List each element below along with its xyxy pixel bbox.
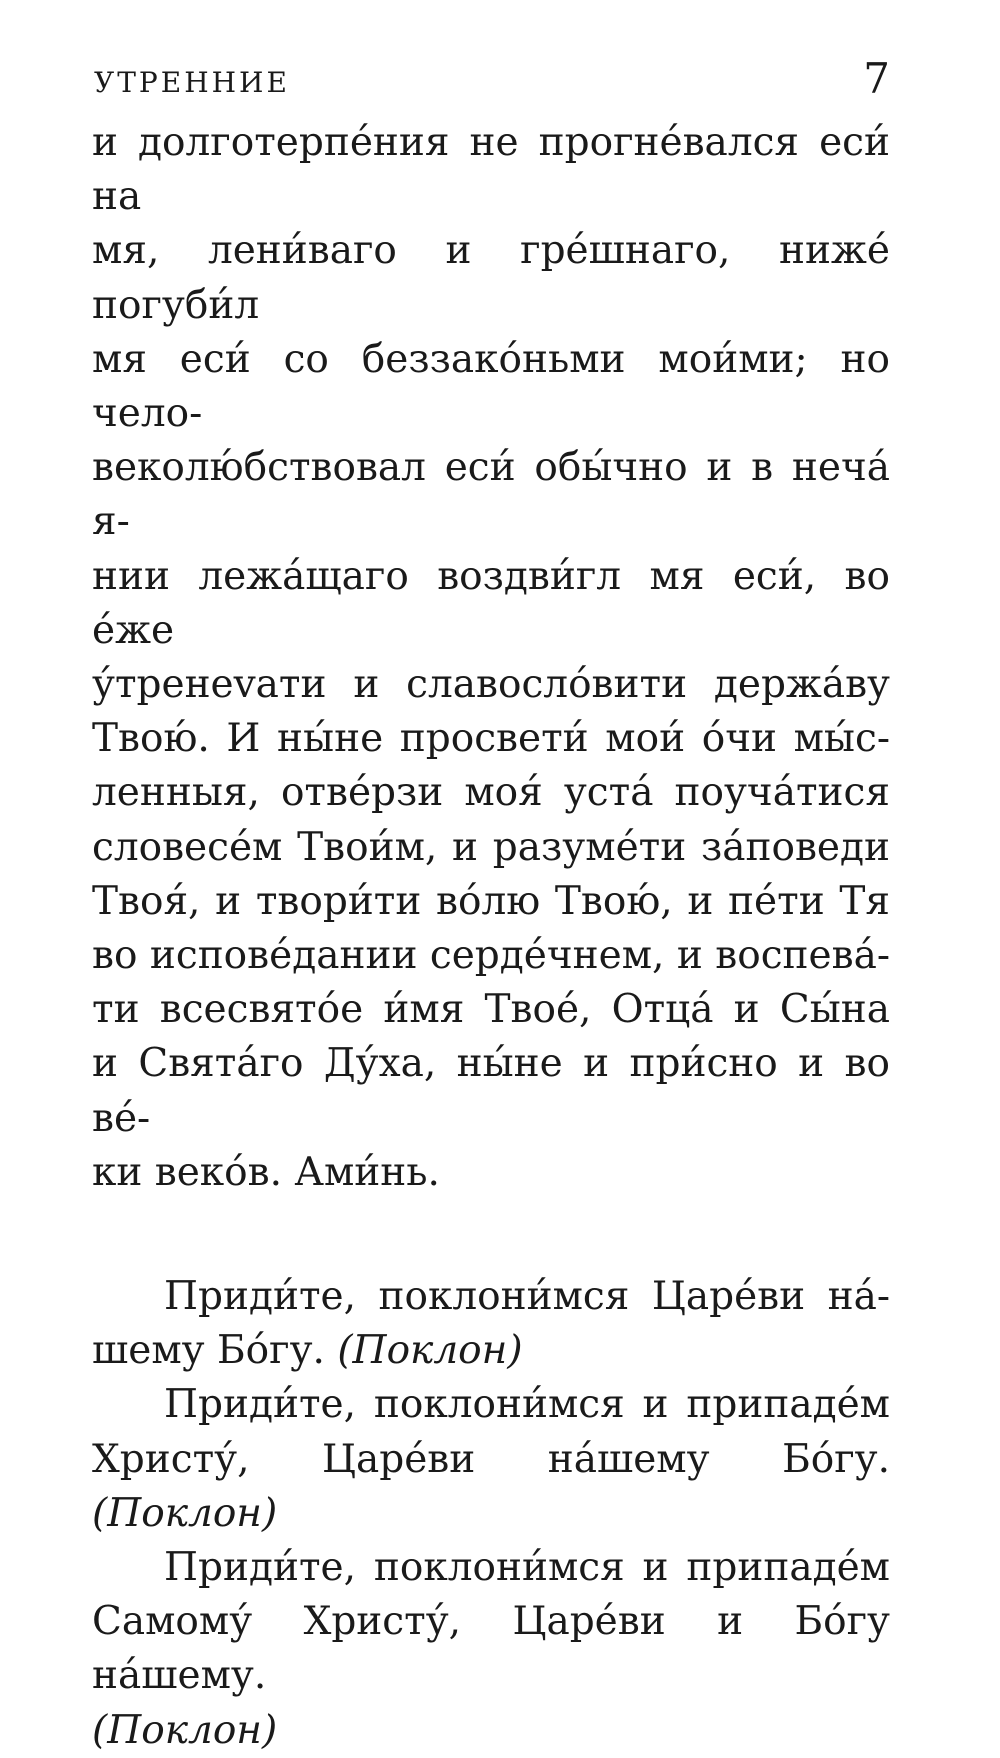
- text-line: словесе́м Твои́м, и разуме́ти за́поведи: [92, 824, 890, 870]
- text-line: ти всесвято́е и́мя Твое́, Отца́ и Сы́на: [92, 987, 890, 1033]
- text-line: Твоя́, и твори́ти во́лю Твою́, и пе́ти Тя: [92, 878, 890, 924]
- invocation-text: Христу́, Царе́ви на́шему Бо́гу.: [92, 1436, 890, 1482]
- page-number: 7: [863, 54, 890, 103]
- text-line: веколю́бствовал еси́ обы́чно и в нечá я-: [92, 445, 890, 545]
- running-header: [92, 56, 890, 116]
- prayer-text: [92, 116, 890, 1200]
- text-line: мя еси́ со беззако́ньми мои́ми; но чело-: [92, 336, 890, 437]
- rubric-poklon: (Поклон): [92, 1490, 278, 1536]
- text-line: ленныя, отве́рзи моя́ уста́ поуча́тися: [92, 770, 890, 816]
- paragraph-gap: [92, 1200, 890, 1270]
- invocation-line: [92, 1324, 890, 1378]
- book-page: [92, 56, 890, 1758]
- invocations-text: [92, 1270, 890, 1758]
- invocation-line: Приди́те, поклони́мся Царе́ви на́-: [164, 1274, 890, 1320]
- text-line: нии лежа́щаго воздви́гл мя еси́, во е́же: [92, 553, 890, 653]
- text-line: у́тренevати и славосло́вити держа́ву: [92, 662, 890, 708]
- text-line: ки веко́в. Ами́нь.: [92, 1149, 440, 1195]
- text-line: мя, лени́ваго и гре́шнаго, ниже́ погуби́л: [92, 228, 890, 328]
- text-line: во испове́дании серде́чнем, и воспева́-: [92, 933, 890, 979]
- invocation-line: Приди́те, поклони́мся и припаде́м: [164, 1545, 890, 1591]
- rubric-poklon: (Поклон): [92, 1707, 278, 1753]
- section-title: УТРЕННИЕ: [94, 66, 290, 99]
- invocation-line: [92, 1433, 890, 1541]
- invocation-line: Самому́ Христу́, Царе́ви и Бо́гу на́шему.: [92, 1599, 890, 1699]
- text-line: и долготерпе́ния не прогне́вался еси́ на: [92, 120, 890, 220]
- invocation-text: шему Бо́гу.: [92, 1328, 325, 1374]
- rubric-poklon: (Поклон): [337, 1328, 523, 1374]
- text-line: Твою́. И ны́не просвети́ мои́ о́чи мы́с-: [92, 716, 890, 762]
- text-line: и Свята́го Ду́ха, ны́не и при́сно и во ве́-: [92, 1041, 890, 1141]
- invocation-line: Приди́те, поклони́мся и припаде́м: [164, 1382, 890, 1428]
